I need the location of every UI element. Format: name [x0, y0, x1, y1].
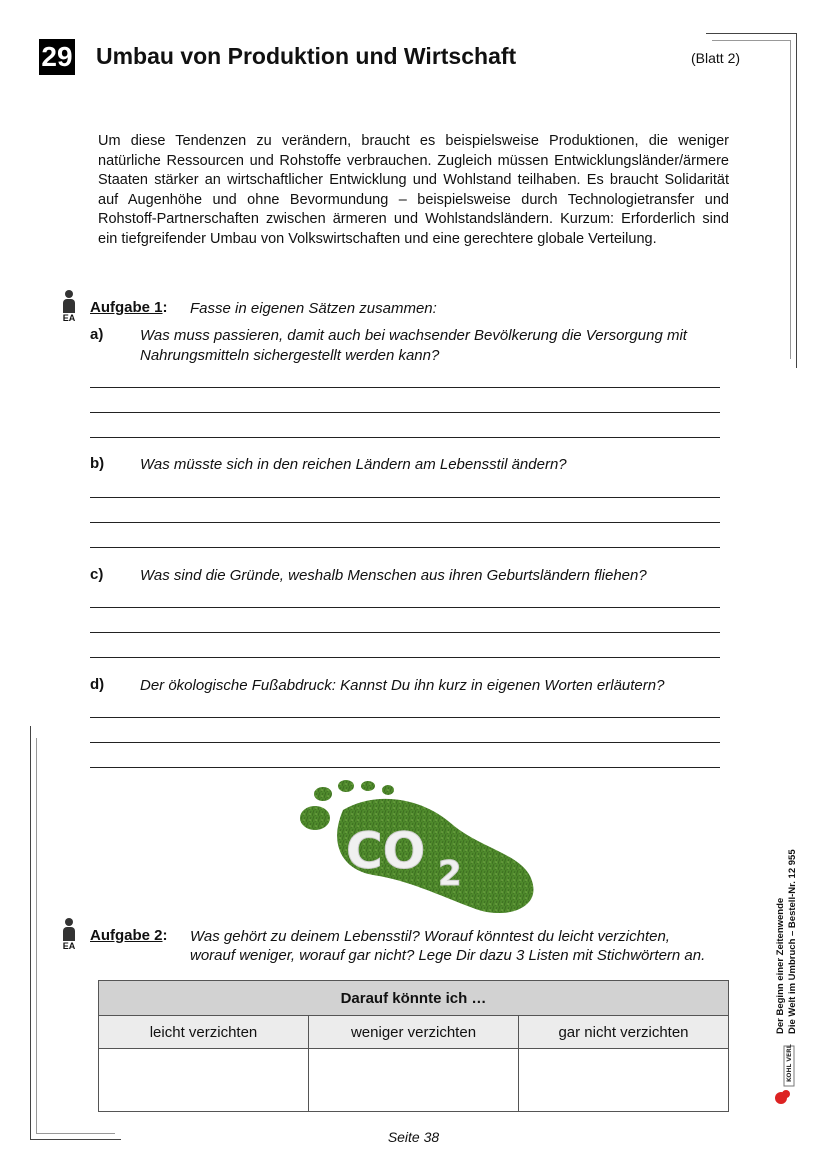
footprint-icon — [288, 780, 538, 920]
page-number: Seite 38 — [387, 1129, 440, 1145]
sheet-label: (Blatt 2) — [691, 50, 741, 66]
task1-instruction: Fasse in eigenen Sätzen zusammen: — [190, 300, 437, 317]
ea-label: EA — [62, 941, 76, 951]
logo-text: KOHL VERLAG — [786, 1044, 793, 1082]
column-header-easy: leicht verzichten — [99, 1016, 309, 1049]
question-b-letter: b) — [90, 455, 105, 472]
table-cell[interactable] — [519, 1049, 729, 1112]
answer-line[interactable] — [90, 437, 720, 438]
answer-line[interactable] — [90, 607, 720, 608]
task2-instruction-line1: Was gehört zu deinem Lebensstil? Worauf könntest du leicht verzichten, — [190, 928, 670, 945]
answer-line[interactable] — [90, 657, 720, 658]
table-header: Darauf könnte ich … — [99, 981, 729, 1016]
question-a-letter: a) — [90, 326, 104, 343]
question-d-letter: d) — [90, 676, 105, 693]
task2-colon: : — [162, 927, 168, 944]
question-b-text: Was müsste sich in den reichen Ländern am Lebensstil ändern? — [140, 456, 567, 473]
sidebar-line2: Die Welt im Umbruch – Bestell-Nr. 12 955 — [787, 849, 798, 1034]
task1-label: Aufgabe 1 — [90, 299, 163, 316]
person-icon — [62, 918, 76, 941]
task2-instruction-line2: worauf weniger, worauf gar nicht? Lege Dir dazu 3 Listen mit Stichwörtern an. — [190, 947, 706, 964]
answer-line[interactable] — [90, 522, 720, 523]
co2-subscript: 2 — [438, 854, 462, 894]
answer-line[interactable] — [90, 497, 720, 498]
answer-line[interactable] — [90, 547, 720, 548]
table-cell[interactable] — [99, 1049, 309, 1112]
page-title: Umbau von Produktion und Wirtschaft — [96, 43, 517, 69]
answer-line[interactable] — [90, 767, 720, 768]
column-header-not: gar nicht verzichten — [519, 1016, 729, 1049]
task2-label: Aufgabe 2 — [90, 927, 163, 944]
co2-text: CO — [346, 822, 426, 880]
sidebar-series-text — [775, 849, 799, 1034]
chapter-number: 29 — [39, 39, 75, 75]
table-cell[interactable] — [309, 1049, 519, 1112]
lifestyle-table — [98, 980, 729, 1112]
column-header-less: weniger verzichten — [309, 1016, 519, 1049]
publisher-logo-icon — [774, 1044, 796, 1108]
task2-badge — [62, 918, 79, 951]
person-icon — [62, 290, 76, 313]
question-c-text: Was sind die Gründe, weshalb Menschen aus ihren Geburtsländern fliehen? — [140, 567, 647, 584]
ea-label: EA — [62, 313, 76, 323]
answer-line[interactable] — [90, 412, 720, 413]
task2-heading — [90, 927, 168, 945]
sidebar-line1: Der Beginn einer Zeitenwende — [775, 897, 786, 1034]
task1-colon: : — [162, 299, 168, 316]
question-d-text: Der ökologische Fußabdruck: Kannst Du ihn kurz in eigenen Worten erläutern? — [140, 677, 665, 694]
publisher-logo — [774, 1044, 796, 1104]
question-a-text: Was muss passieren, damit auch bei wachsender Bevölkerung die Versorgung mit Nahrungsmitteln sichergestellt werden kann? — [140, 327, 687, 364]
answer-line[interactable] — [90, 387, 720, 388]
task1-badge — [62, 290, 79, 323]
intro-paragraph: Um diese Tendenzen zu verändern, braucht es beispielsweise Produktionen, die weniger natürliche Ressourcen und Rohstoffe verbrauchen. Zugleich müssen Entwicklungsländer/ärmere Staaten stärker an wirtschaftlicher Entwicklung und Wohlstand teilhaben. Es braucht Solidarität auf Augenhöhe und ohne Bevormundung – beispielsweise durch Technologietransfer und Rohstoff-Partnerschaften zwischen ärmeren und Wohlstandsländern. Kurzum: Erforderlich sind ein tiefgreifender Umbau von Volkswirtschaften und eine gerechtere globale Verteilung. — [98, 133, 729, 247]
question-c-letter: c) — [90, 566, 104, 583]
answer-line[interactable] — [90, 632, 720, 633]
answer-line[interactable] — [90, 717, 720, 718]
task1-heading — [90, 299, 168, 317]
answer-line[interactable] — [90, 742, 720, 743]
